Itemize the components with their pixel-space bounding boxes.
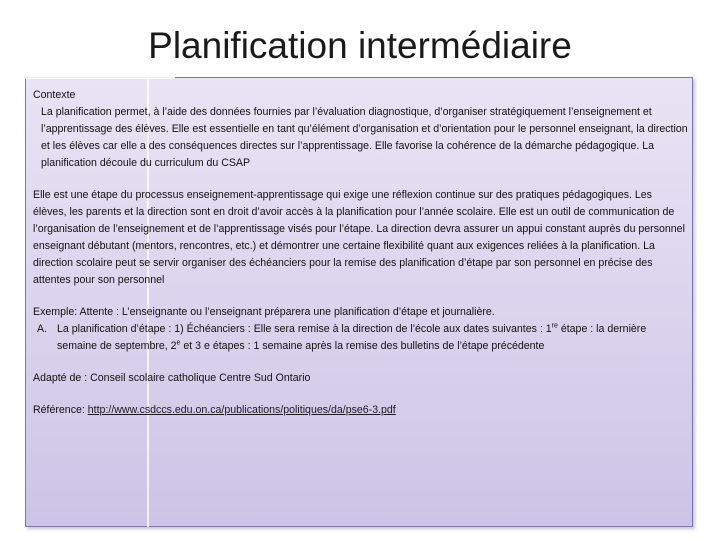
reference-link[interactable]: http://www.csdccs.edu.on.ca/publications/politiques/da/pse6-3.pdf xyxy=(87,404,396,416)
context-label: Contexte xyxy=(33,89,76,101)
example-line: Exemple: Attente : L’enseignante ou l’enseignant préparera une planification d’étape et journalière. xyxy=(33,306,495,318)
process-paragraph: Elle est une étape du processus enseignement-apprentissage qui exige une réflexion continue sur des pratiques pédagogiques. Les élèves, les parents et la direction sont en droit d’avoir accès à la planification pour l’année scolaire. Elle est un outil de communication de l’organisation de l’enseignement et de l’apprentissage visés pour l’étape. La direction devra assurer un appui constant auprès du personnel enseignant débutant (mentors, rencontres, etc.) et démontrer une certaine flexibilité quant aux exigences reliées à la planification. La direction scolaire peut se servir organiser des échéanciers pour la remise des planification d’étape par son personnel en précise des attentes pour son personnel xyxy=(33,189,685,286)
context-paragraph: La planification permet, à l’aide des données fournies par l’évaluation diagnostique, d’organiser stratégiquement l’enseignement et l’apprentissage des élèves. Elle est essentielle en tant qu’élément d’organisation et d’orientation pour le personnel enseignant, la direction et les élèves car elle a des conséquences directes sur l’apprentissage. Elle favorise la cohérence de la démarche pédagogique. La planification découle du curriculum du CSAP xyxy=(41,106,688,169)
adapted-source: Adapté de : Conseil scolaire catholique Centre Sud Ontario xyxy=(33,372,311,384)
page-title: Planification intermédiaire xyxy=(148,25,572,66)
decorative-horizontal-line xyxy=(25,77,175,79)
reference-line xyxy=(33,402,688,419)
content-area xyxy=(33,87,688,419)
list-item-a xyxy=(33,321,688,355)
list-item-text: La planification d’étape : 1) Échéanciers : Elle sera remise à la direction de l’école aux dates suivantes : 1re étape : la dernière semaine de septembre, 2e et 3 e étapes : 1 semaine après la remise des bulletins de l’étape précédente xyxy=(57,322,647,352)
reference-label: Référence: xyxy=(33,404,88,416)
list-marker: A. xyxy=(37,323,48,335)
